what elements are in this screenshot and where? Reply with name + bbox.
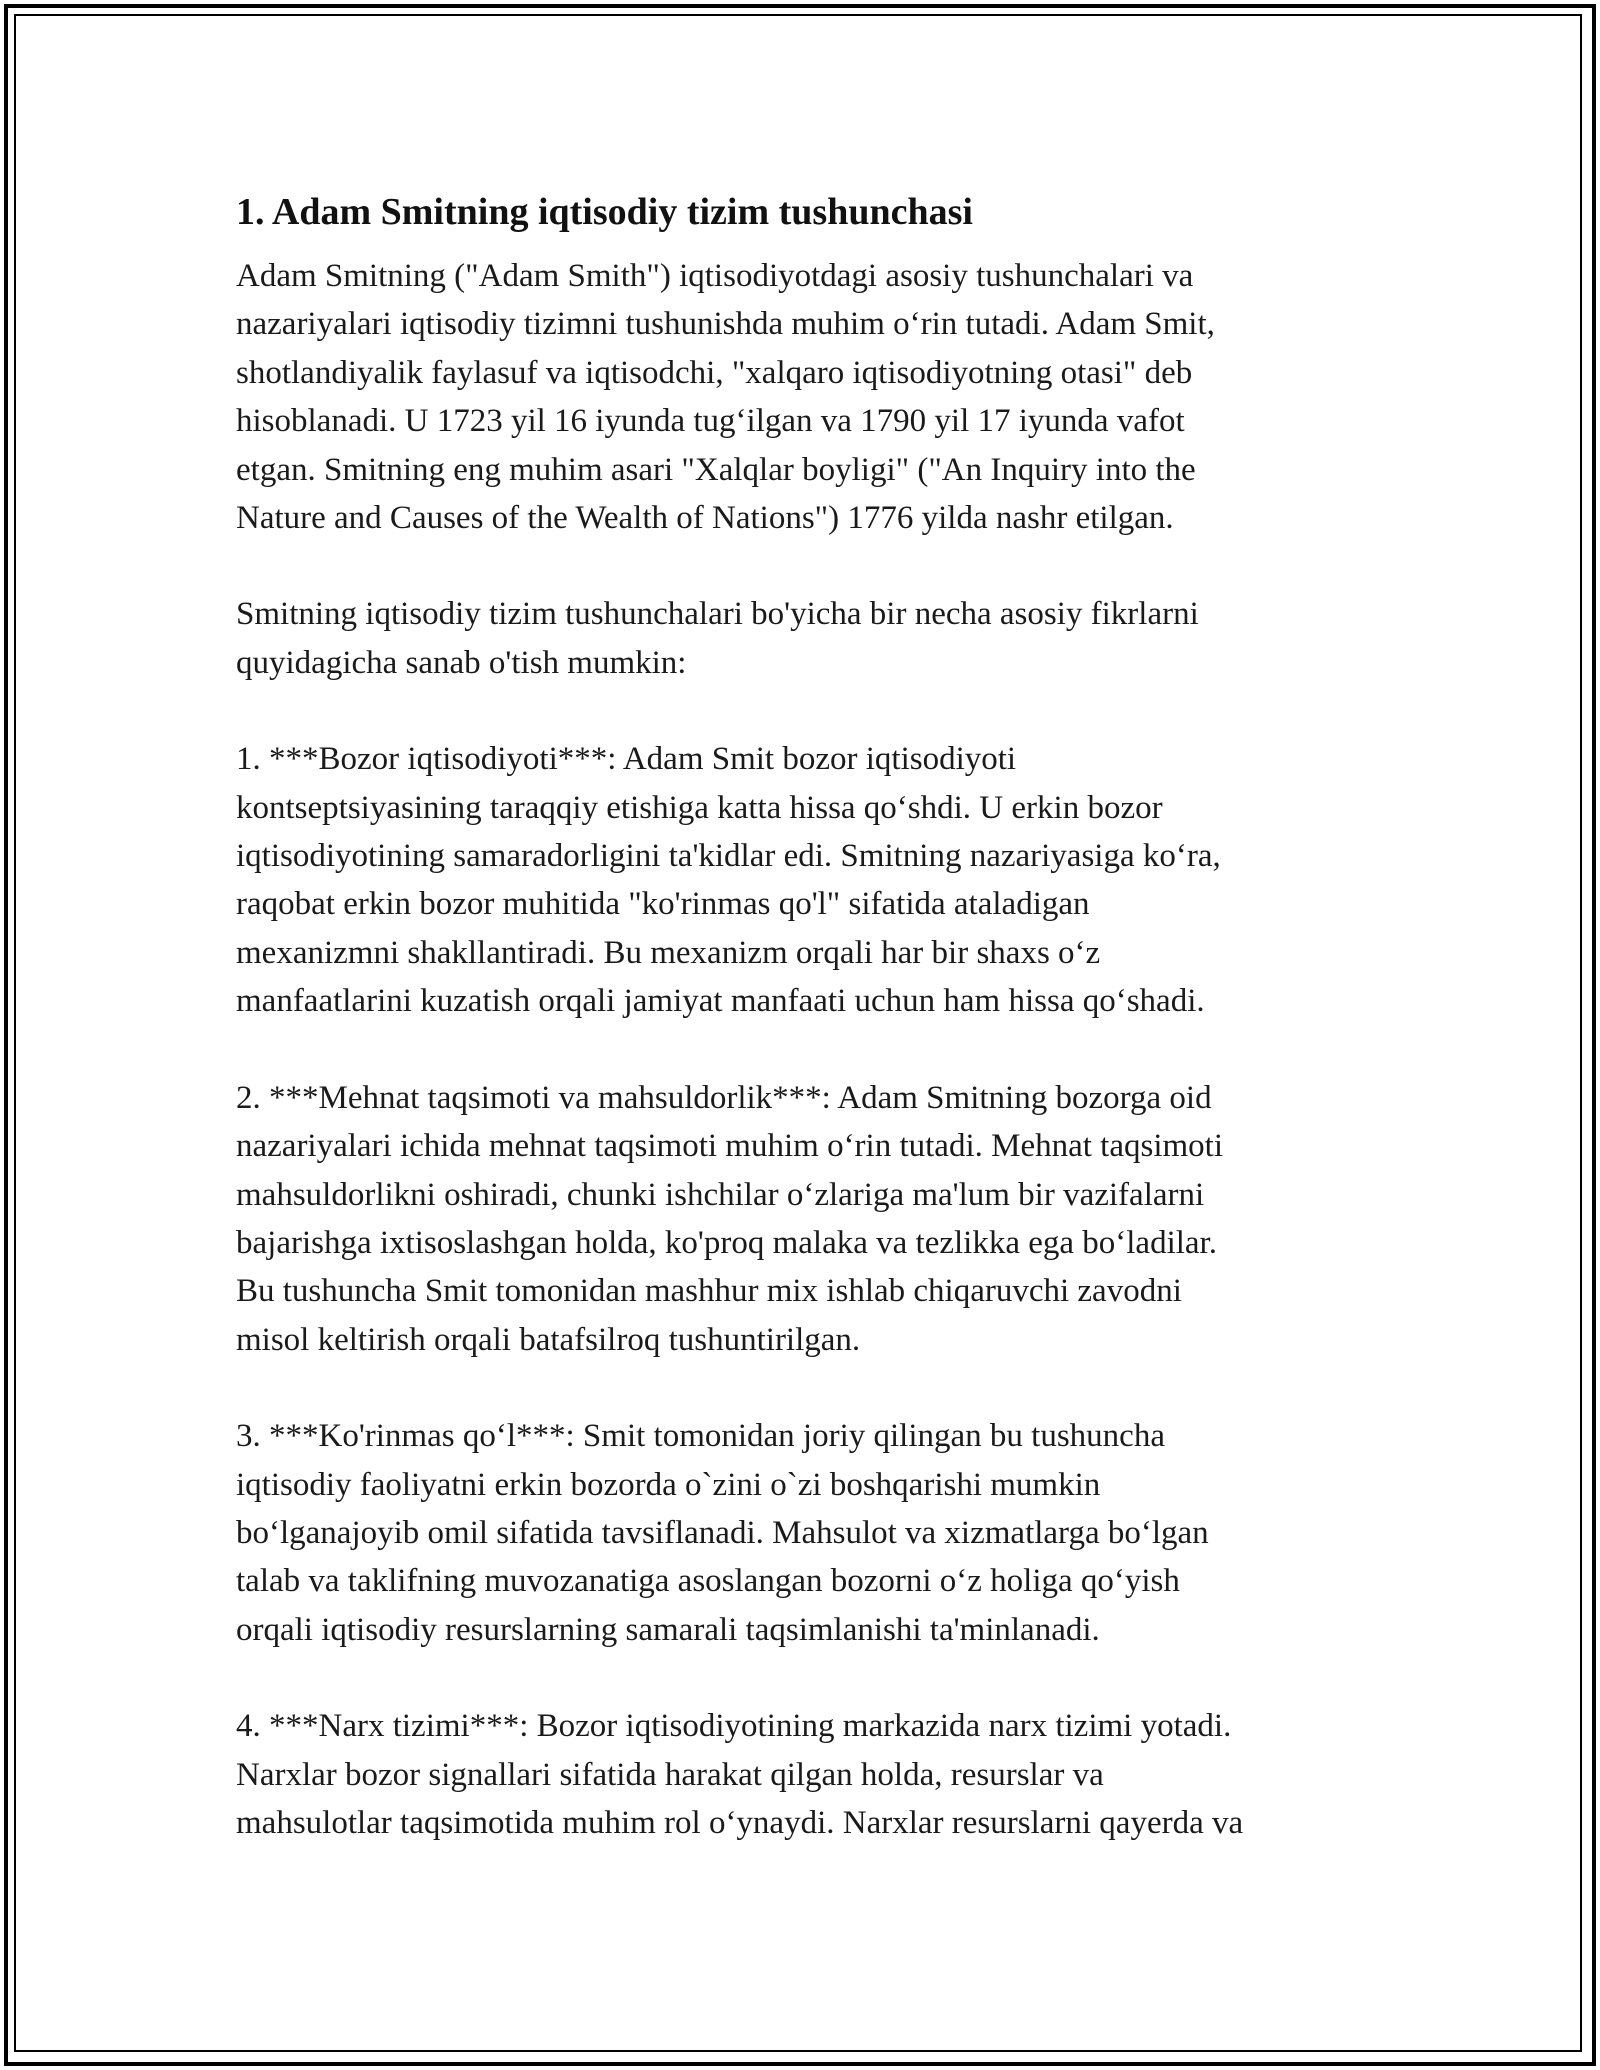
paragraph-item-4: 4. ***Narx tizimi***: Bozor iqtisodiyotining markazida narx tizimi yotadi. Narxlar bozor signallari sifatida harakat qilgan holda, resurslar va mahsulotlar taqsimotida muhim rol o‘ynaydi. Narxlar resurslarni qayerda va bbox=[236, 1708, 1244, 1841]
paragraph-item-3: 3. ***Ko'rinmas qo‘l***: Smit tomonidan joriy qilingan bu tushuncha iqtisodiy faoliyatni erkin bozorda o`zini o`zi boshqarishi mumkin bo‘lganajoyib omil sifatida tavsiflanadi. Mahsulot va xizmatlarga bo‘lgan talab va taklifning muvozanatiga asoslangan bozorni o‘z holiga qo‘yish orqali iqtisodiy resurslarning samarali taqsimlanishi ta'minlanadi. bbox=[236, 1418, 1209, 1648]
document-body bbox=[236, 186, 1366, 1895]
paragraph-item-1: 1. ***Bozor iqtisodiyoti***: Adam Smit bozor iqtisodiyoti kontseptsiyasining taraqqiy etishiga katta hissa qo‘shdi. U erkin bozor iqtisodiyotining samaradorligini ta'kidlar edi. Smitning nazariyasiga ko‘ra, raqobat erkin bozor muhitida "ko'rinmas qo'l" sifatida ataladigan mexanizmni shakllantiradi. Bu mexanizm orqali har bir shaxs o‘z manfaatlarini kuzatish orqali jamiyat manfaati uchun ham hissa qo‘shadi. bbox=[236, 741, 1221, 1020]
paragraph-intro: Adam Smitning ("Adam Smith") iqtisodiyotdagi asosiy tushunchalari va nazariyalari iqtisodiy tizimni tushunishda muhim o‘rin tutadi. Adam Smit, shotlandiyalik faylasuf va iqtisodchi, "xalqaro iqtisodiyotning otasi" deb hisoblanadi. U 1723 yil 16 iyunda tug‘ilgan va 1790 yil 17 iyunda vafot etgan. Smitning eng muhim asari "Xalqlar boyligi" ("An Inquiry into the Nature and Causes of the Wealth of Nations") 1776 yilda nashr etilgan. bbox=[236, 258, 1215, 537]
paragraph-item-2: 2. ***Mehnat taqsimoti va mahsuldorlik***: Adam Smitning bozorga oid nazariyalari ichida mehnat taqsimoti muhim o‘rin tutadi. Mehnat taqsimoti mahsuldorlikni oshiradi, chunki ishchilar o‘zlariga ma'lum bir vazifalarni bajarishga ixtisoslashgan holda, ko'proq malaka va tezlikka ega bo‘ladilar. Bu tushuncha Smit tomonidan mashhur mix ishlab chiqaruvchi zavodni misol keltirish orqali batafsilroq tushuntirilgan. bbox=[236, 1079, 1224, 1358]
section-heading: 1. Adam Smitning iqtisodiy tizim tushunchasi bbox=[236, 191, 973, 233]
paragraph-list-intro: Smitning iqtisodiy tizim tushunchalari bo'yicha bir necha asosiy fikrlarni quyidagicha sanab o'tish mumkin: bbox=[236, 596, 1199, 681]
